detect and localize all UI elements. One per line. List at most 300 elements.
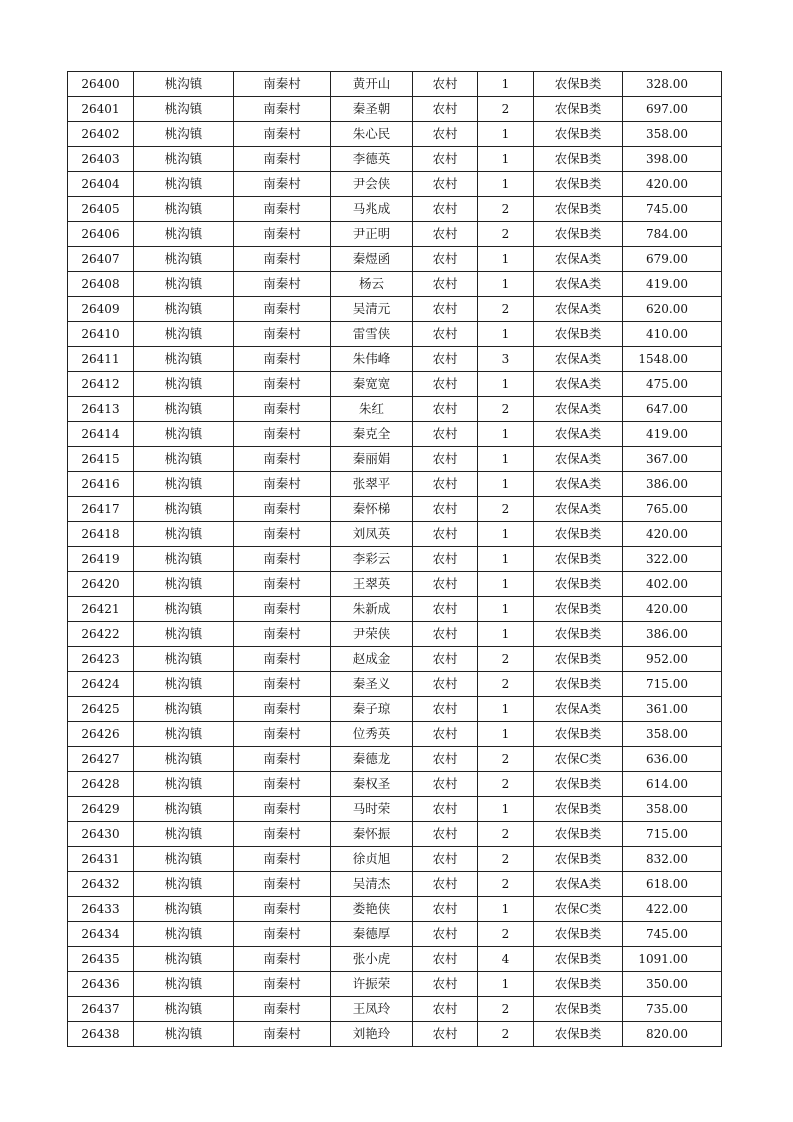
household-size-cell: 1: [478, 697, 534, 722]
amount-cell: 715.00: [623, 672, 722, 697]
serial-number-cell: 26424: [68, 672, 134, 697]
table-row: [68, 1022, 722, 1047]
household-size-cell: 1: [478, 972, 534, 997]
serial-number-cell: 26403: [68, 147, 134, 172]
category-cell: 农保B类: [534, 847, 623, 872]
category-cell: 农保C类: [534, 747, 623, 772]
serial-number-cell: 26430: [68, 822, 134, 847]
amount-cell: 410.00: [623, 322, 722, 347]
amount-cell: 832.00: [623, 847, 722, 872]
table-row: [68, 697, 722, 722]
town-cell: 桃沟镇: [134, 747, 234, 772]
household-size-cell: 1: [478, 72, 534, 97]
town-cell: 桃沟镇: [134, 497, 234, 522]
serial-number-cell: 26421: [68, 597, 134, 622]
area-type-cell: 农村: [413, 172, 478, 197]
category-cell: 农保B类: [534, 197, 623, 222]
household-size-cell: 2: [478, 747, 534, 772]
serial-number-cell: 26417: [68, 497, 134, 522]
amount-cell: 358.00: [623, 722, 722, 747]
household-size-cell: 3: [478, 347, 534, 372]
area-type-cell: 农村: [413, 747, 478, 772]
area-type-cell: 农村: [413, 997, 478, 1022]
category-cell: 农保B类: [534, 1022, 623, 1047]
table-row: [68, 772, 722, 797]
town-cell: 桃沟镇: [134, 597, 234, 622]
amount-cell: 386.00: [623, 472, 722, 497]
amount-cell: 419.00: [623, 272, 722, 297]
area-type-cell: 农村: [413, 272, 478, 297]
category-cell: 农保A类: [534, 272, 623, 297]
table-row: [68, 797, 722, 822]
amount-cell: 745.00: [623, 922, 722, 947]
name-cell: 杨云: [331, 272, 413, 297]
name-cell: 许振荣: [331, 972, 413, 997]
name-cell: 张翠平: [331, 472, 413, 497]
serial-number-cell: 26425: [68, 697, 134, 722]
table-row: [68, 872, 722, 897]
household-size-cell: 1: [478, 572, 534, 597]
table-row: [68, 222, 722, 247]
village-cell: 南秦村: [234, 497, 331, 522]
amount-cell: 398.00: [623, 147, 722, 172]
category-cell: 农保B类: [534, 647, 623, 672]
category-cell: 农保A类: [534, 247, 623, 272]
serial-number-cell: 26410: [68, 322, 134, 347]
town-cell: 桃沟镇: [134, 1022, 234, 1047]
category-cell: 农保B类: [534, 97, 623, 122]
name-cell: 秦煜函: [331, 247, 413, 272]
area-type-cell: 农村: [413, 447, 478, 472]
category-cell: 农保B类: [534, 222, 623, 247]
name-cell: 秦德厚: [331, 922, 413, 947]
town-cell: 桃沟镇: [134, 97, 234, 122]
town-cell: 桃沟镇: [134, 197, 234, 222]
serial-number-cell: 26414: [68, 422, 134, 447]
village-cell: 南秦村: [234, 147, 331, 172]
name-cell: 朱新成: [331, 597, 413, 622]
serial-number-cell: 26432: [68, 872, 134, 897]
serial-number-cell: 26411: [68, 347, 134, 372]
serial-number-cell: 26431: [68, 847, 134, 872]
table-row: [68, 147, 722, 172]
household-size-cell: 1: [478, 447, 534, 472]
area-type-cell: 农村: [413, 147, 478, 172]
village-cell: 南秦村: [234, 197, 331, 222]
amount-cell: 322.00: [623, 547, 722, 572]
name-cell: 尹荣侠: [331, 622, 413, 647]
area-type-cell: 农村: [413, 697, 478, 722]
table-row: [68, 997, 722, 1022]
relief-roster-table: [67, 71, 722, 1047]
town-cell: 桃沟镇: [134, 722, 234, 747]
household-size-cell: 2: [478, 397, 534, 422]
serial-number-cell: 26408: [68, 272, 134, 297]
name-cell: 马兆成: [331, 197, 413, 222]
category-cell: 农保B类: [534, 147, 623, 172]
category-cell: 农保B类: [534, 522, 623, 547]
amount-cell: 647.00: [623, 397, 722, 422]
household-size-cell: 2: [478, 97, 534, 122]
village-cell: 南秦村: [234, 272, 331, 297]
amount-cell: 620.00: [623, 297, 722, 322]
table-row: [68, 972, 722, 997]
amount-cell: 618.00: [623, 872, 722, 897]
category-cell: 农保A类: [534, 372, 623, 397]
serial-number-cell: 26402: [68, 122, 134, 147]
category-cell: 农保A类: [534, 447, 623, 472]
town-cell: 桃沟镇: [134, 572, 234, 597]
amount-cell: 422.00: [623, 897, 722, 922]
town-cell: 桃沟镇: [134, 547, 234, 572]
serial-number-cell: 26426: [68, 722, 134, 747]
town-cell: 桃沟镇: [134, 172, 234, 197]
town-cell: 桃沟镇: [134, 822, 234, 847]
category-cell: 农保B类: [534, 972, 623, 997]
name-cell: 张小虎: [331, 947, 413, 972]
name-cell: 朱伟峰: [331, 347, 413, 372]
area-type-cell: 农村: [413, 472, 478, 497]
table-row: [68, 72, 722, 97]
household-size-cell: 1: [478, 372, 534, 397]
table-row: [68, 272, 722, 297]
household-size-cell: 1: [478, 797, 534, 822]
village-cell: 南秦村: [234, 947, 331, 972]
table-row: [68, 522, 722, 547]
table-row: [68, 947, 722, 972]
town-cell: 桃沟镇: [134, 797, 234, 822]
category-cell: 农保B类: [534, 72, 623, 97]
household-size-cell: 1: [478, 322, 534, 347]
name-cell: 秦怀梯: [331, 497, 413, 522]
area-type-cell: 农村: [413, 972, 478, 997]
serial-number-cell: 26429: [68, 797, 134, 822]
amount-cell: 679.00: [623, 247, 722, 272]
town-cell: 桃沟镇: [134, 147, 234, 172]
serial-number-cell: 26407: [68, 247, 134, 272]
table-row: [68, 122, 722, 147]
name-cell: 秦圣义: [331, 672, 413, 697]
village-cell: 南秦村: [234, 247, 331, 272]
village-cell: 南秦村: [234, 572, 331, 597]
town-cell: 桃沟镇: [134, 72, 234, 97]
village-cell: 南秦村: [234, 122, 331, 147]
town-cell: 桃沟镇: [134, 847, 234, 872]
table-row: [68, 322, 722, 347]
serial-number-cell: 26436: [68, 972, 134, 997]
table-row: [68, 372, 722, 397]
category-cell: 农保A类: [534, 872, 623, 897]
area-type-cell: 农村: [413, 72, 478, 97]
town-cell: 桃沟镇: [134, 372, 234, 397]
category-cell: 农保B类: [534, 547, 623, 572]
amount-cell: 419.00: [623, 422, 722, 447]
table-row: [68, 547, 722, 572]
household-size-cell: 2: [478, 922, 534, 947]
category-cell: 农保A类: [534, 422, 623, 447]
amount-cell: 952.00: [623, 647, 722, 672]
area-type-cell: 农村: [413, 422, 478, 447]
household-size-cell: 2: [478, 1022, 534, 1047]
town-cell: 桃沟镇: [134, 472, 234, 497]
category-cell: 农保B类: [534, 597, 623, 622]
table-row: [68, 647, 722, 672]
village-cell: 南秦村: [234, 1022, 331, 1047]
village-cell: 南秦村: [234, 372, 331, 397]
village-cell: 南秦村: [234, 772, 331, 797]
name-cell: 黄开山: [331, 72, 413, 97]
category-cell: 农保B类: [534, 797, 623, 822]
amount-cell: 475.00: [623, 372, 722, 397]
village-cell: 南秦村: [234, 797, 331, 822]
household-size-cell: 2: [478, 197, 534, 222]
town-cell: 桃沟镇: [134, 222, 234, 247]
area-type-cell: 农村: [413, 622, 478, 647]
table-row: [68, 672, 722, 697]
name-cell: 王翠英: [331, 572, 413, 597]
village-cell: 南秦村: [234, 297, 331, 322]
name-cell: 刘艳玲: [331, 1022, 413, 1047]
name-cell: 赵成金: [331, 647, 413, 672]
amount-cell: 636.00: [623, 747, 722, 772]
village-cell: 南秦村: [234, 397, 331, 422]
household-size-cell: 1: [478, 172, 534, 197]
name-cell: 朱心民: [331, 122, 413, 147]
village-cell: 南秦村: [234, 97, 331, 122]
area-type-cell: 农村: [413, 97, 478, 122]
area-type-cell: 农村: [413, 322, 478, 347]
table-row: [68, 197, 722, 222]
area-type-cell: 农村: [413, 797, 478, 822]
table-row: [68, 297, 722, 322]
category-cell: 农保C类: [534, 897, 623, 922]
serial-number-cell: 26409: [68, 297, 134, 322]
town-cell: 桃沟镇: [134, 897, 234, 922]
serial-number-cell: 26420: [68, 572, 134, 597]
household-size-cell: 1: [478, 897, 534, 922]
town-cell: 桃沟镇: [134, 672, 234, 697]
village-cell: 南秦村: [234, 847, 331, 872]
amount-cell: 784.00: [623, 222, 722, 247]
table-row: [68, 747, 722, 772]
serial-number-cell: 26401: [68, 97, 134, 122]
table-row: [68, 572, 722, 597]
name-cell: 秦圣朝: [331, 97, 413, 122]
area-type-cell: 农村: [413, 222, 478, 247]
area-type-cell: 农村: [413, 822, 478, 847]
household-size-cell: 4: [478, 947, 534, 972]
name-cell: 刘凤英: [331, 522, 413, 547]
table-row: [68, 97, 722, 122]
household-size-cell: 1: [478, 122, 534, 147]
village-cell: 南秦村: [234, 447, 331, 472]
amount-cell: 420.00: [623, 172, 722, 197]
serial-number-cell: 26416: [68, 472, 134, 497]
name-cell: 徐贞旭: [331, 847, 413, 872]
household-size-cell: 1: [478, 422, 534, 447]
name-cell: 秦宽宽: [331, 372, 413, 397]
amount-cell: 614.00: [623, 772, 722, 797]
category-cell: 农保B类: [534, 572, 623, 597]
serial-number-cell: 26434: [68, 922, 134, 947]
category-cell: 农保B类: [534, 822, 623, 847]
serial-number-cell: 26428: [68, 772, 134, 797]
town-cell: 桃沟镇: [134, 772, 234, 797]
category-cell: 农保B类: [534, 922, 623, 947]
serial-number-cell: 26433: [68, 897, 134, 922]
town-cell: 桃沟镇: [134, 922, 234, 947]
category-cell: 农保B类: [534, 322, 623, 347]
name-cell: 李彩云: [331, 547, 413, 572]
area-type-cell: 农村: [413, 872, 478, 897]
amount-cell: 735.00: [623, 997, 722, 1022]
town-cell: 桃沟镇: [134, 622, 234, 647]
category-cell: 农保A类: [534, 697, 623, 722]
serial-number-cell: 26422: [68, 622, 134, 647]
town-cell: 桃沟镇: [134, 947, 234, 972]
serial-number-cell: 26400: [68, 72, 134, 97]
town-cell: 桃沟镇: [134, 697, 234, 722]
table-row: [68, 597, 722, 622]
area-type-cell: 农村: [413, 247, 478, 272]
name-cell: 王凤玲: [331, 997, 413, 1022]
household-size-cell: 1: [478, 722, 534, 747]
serial-number-cell: 26437: [68, 997, 134, 1022]
town-cell: 桃沟镇: [134, 397, 234, 422]
village-cell: 南秦村: [234, 597, 331, 622]
village-cell: 南秦村: [234, 172, 331, 197]
name-cell: 秦克全: [331, 422, 413, 447]
category-cell: 农保A类: [534, 472, 623, 497]
town-cell: 桃沟镇: [134, 322, 234, 347]
table-row: [68, 922, 722, 947]
area-type-cell: 农村: [413, 922, 478, 947]
amount-cell: 386.00: [623, 622, 722, 647]
town-cell: 桃沟镇: [134, 297, 234, 322]
serial-number-cell: 26423: [68, 647, 134, 672]
category-cell: 农保B类: [534, 122, 623, 147]
area-type-cell: 农村: [413, 197, 478, 222]
household-size-cell: 1: [478, 547, 534, 572]
household-size-cell: 2: [478, 672, 534, 697]
serial-number-cell: 26438: [68, 1022, 134, 1047]
household-size-cell: 2: [478, 847, 534, 872]
area-type-cell: 农村: [413, 772, 478, 797]
household-size-cell: 1: [478, 622, 534, 647]
area-type-cell: 农村: [413, 1022, 478, 1047]
area-type-cell: 农村: [413, 297, 478, 322]
area-type-cell: 农村: [413, 572, 478, 597]
amount-cell: 745.00: [623, 197, 722, 222]
area-type-cell: 农村: [413, 597, 478, 622]
village-cell: 南秦村: [234, 722, 331, 747]
table-row: [68, 822, 722, 847]
amount-cell: 358.00: [623, 797, 722, 822]
household-size-cell: 2: [478, 647, 534, 672]
table-row: [68, 347, 722, 372]
name-cell: 位秀英: [331, 722, 413, 747]
name-cell: 秦德龙: [331, 747, 413, 772]
amount-cell: 350.00: [623, 972, 722, 997]
serial-number-cell: 26404: [68, 172, 134, 197]
village-cell: 南秦村: [234, 347, 331, 372]
area-type-cell: 农村: [413, 122, 478, 147]
area-type-cell: 农村: [413, 497, 478, 522]
town-cell: 桃沟镇: [134, 522, 234, 547]
village-cell: 南秦村: [234, 672, 331, 697]
town-cell: 桃沟镇: [134, 972, 234, 997]
village-cell: 南秦村: [234, 972, 331, 997]
household-size-cell: 2: [478, 222, 534, 247]
name-cell: 秦权圣: [331, 772, 413, 797]
category-cell: 农保A类: [534, 397, 623, 422]
category-cell: 农保B类: [534, 772, 623, 797]
town-cell: 桃沟镇: [134, 647, 234, 672]
household-size-cell: 1: [478, 472, 534, 497]
household-size-cell: 2: [478, 872, 534, 897]
town-cell: 桃沟镇: [134, 447, 234, 472]
household-size-cell: 1: [478, 597, 534, 622]
category-cell: 农保A类: [534, 297, 623, 322]
amount-cell: 367.00: [623, 447, 722, 472]
table-row: [68, 622, 722, 647]
name-cell: 雷雪侠: [331, 322, 413, 347]
name-cell: 朱红: [331, 397, 413, 422]
amount-cell: 402.00: [623, 572, 722, 597]
serial-number-cell: 26427: [68, 747, 134, 772]
category-cell: 农保B类: [534, 947, 623, 972]
village-cell: 南秦村: [234, 922, 331, 947]
area-type-cell: 农村: [413, 897, 478, 922]
table-row: [68, 897, 722, 922]
amount-cell: 765.00: [623, 497, 722, 522]
amount-cell: 715.00: [623, 822, 722, 847]
table-row: [68, 447, 722, 472]
serial-number-cell: 26412: [68, 372, 134, 397]
village-cell: 南秦村: [234, 647, 331, 672]
serial-number-cell: 26415: [68, 447, 134, 472]
village-cell: 南秦村: [234, 747, 331, 772]
town-cell: 桃沟镇: [134, 347, 234, 372]
name-cell: 吴清元: [331, 297, 413, 322]
name-cell: 秦怀振: [331, 822, 413, 847]
household-size-cell: 2: [478, 297, 534, 322]
village-cell: 南秦村: [234, 822, 331, 847]
category-cell: 农保B类: [534, 622, 623, 647]
amount-cell: 1548.00: [623, 347, 722, 372]
category-cell: 农保B类: [534, 722, 623, 747]
area-type-cell: 农村: [413, 347, 478, 372]
area-type-cell: 农村: [413, 947, 478, 972]
village-cell: 南秦村: [234, 72, 331, 97]
amount-cell: 697.00: [623, 97, 722, 122]
name-cell: 秦子琼: [331, 697, 413, 722]
household-size-cell: 2: [478, 497, 534, 522]
amount-cell: 361.00: [623, 697, 722, 722]
town-cell: 桃沟镇: [134, 872, 234, 897]
household-size-cell: 2: [478, 772, 534, 797]
household-size-cell: 1: [478, 522, 534, 547]
area-type-cell: 农村: [413, 847, 478, 872]
table-row: [68, 497, 722, 522]
town-cell: 桃沟镇: [134, 247, 234, 272]
village-cell: 南秦村: [234, 422, 331, 447]
household-size-cell: 1: [478, 147, 534, 172]
village-cell: 南秦村: [234, 322, 331, 347]
table-row: [68, 397, 722, 422]
household-size-cell: 2: [478, 822, 534, 847]
category-cell: 农保A类: [534, 347, 623, 372]
